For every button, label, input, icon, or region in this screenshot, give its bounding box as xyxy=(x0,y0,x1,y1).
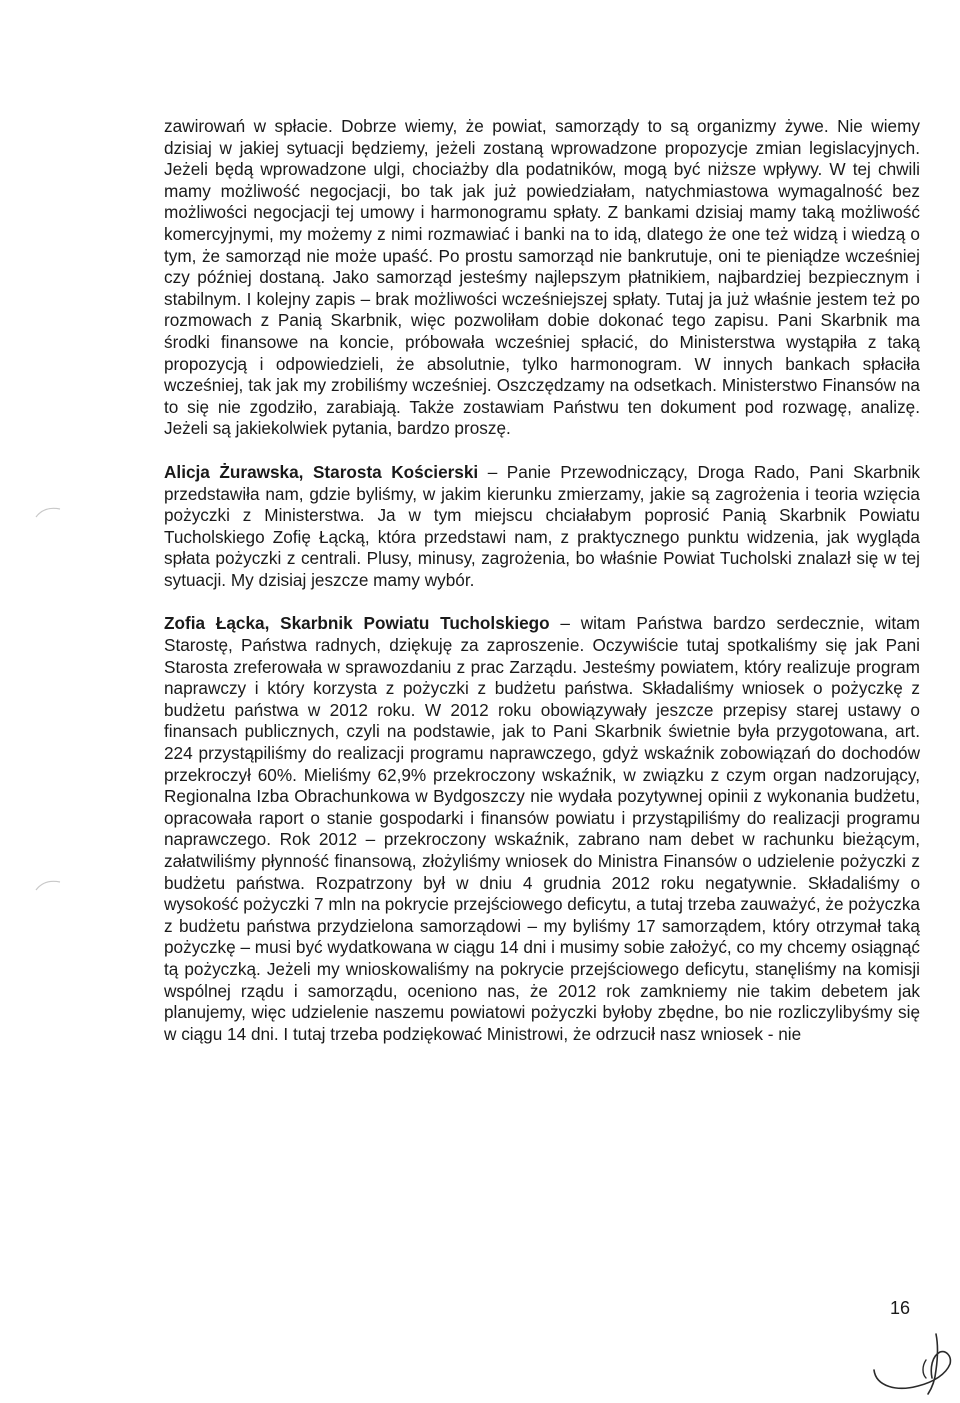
page-number: 16 xyxy=(890,1298,911,1318)
margin-mark xyxy=(34,878,64,892)
speaker-name: Alicja Żurawska, Starosta Kościerski xyxy=(164,461,479,482)
speaker-name: Zofia Łącka, Skarbnik Powiatu Tucholskiego xyxy=(164,613,550,634)
paragraph-1 xyxy=(164,116,920,440)
paragraph-text: zawirowań w spłacie. Dobrze wiemy, że powiat, samorządy to są organizmy żywe. Nie wiemy dzisiaj w jakiej sytuacji będziemy, jeżeli zostaną wprowadzone propozycje zmian legislacyjnych. Jeżeli będą wprowadzone ulgi, chociażby dla podatników, mogą być niższe wpływy. W tej chwili mamy możliwość negocjacji, bo tak jak już powiedziałam, natychmiastowa wymagalność bez możliwości negocjacji tej umowy i harmonogramu spłaty. Z bankami dzisiaj mamy taką możliwość komercyjnymi, my możemy z nimi rozmawiać i banki na to idą, dlatego że one też widzą i wiedzą o tym, że samorząd nie może upaść. Po prostu samorząd nie bankrutuje, oni te pieniądze wcześniej czy później dostaną. Jako samorząd jesteśmy najlepszym płatnikiem, najbardziej bezpiecznym i stabilnym. I kolejny zapis – brak możliwości wcześniejszej spłaty. Tutaj ja już właśnie jestem też po rozmowach z Panią Skarbnik, więc pozwoliłam dobie dokonać tego zapisu. Pani Skarbnik ma środki finansowe na koncie, próbowała wcześniej spłacić, do Ministerstwa wystąpiła z taką propozycją i odpowiedzieli, że absolutnie, tylko harmonogram. W innych bankach spłaciła wcześniej, tak jak my zrobiliśmy wcześniej. Oszczędzamy na odsetkach. Ministerstwo Finansów na to się nie zgodziło, zarabiają. Także zostawiam Państwu ten dokument pod rozwagę, analizę. Jeżeli są jakiekolwiek pytania, bardzo proszę. xyxy=(164,116,920,439)
handwritten-signature xyxy=(866,1330,956,1398)
paragraph-text: – witam Państwa bardzo serdecznie, witam Starostę, Państwa radnych, dziękuję za zaproszenie. Oczywiście tutaj spotkaliśmy się jak Pani Starosta zreferowała w sprawozdaniu z prac Zarządu. Jesteśmy powiatem, który realizuje program naprawczy i który korzysta z pożyczki z budżetu państwa. Składaliśmy wniosek o pożyczkę z budżetu państwa w 2012 roku. W 2012 roku obowiązywały jeszcze przepisy starej ustawy o finansach publicznych, czyli na podstawie, jak to Pani Skarbnik świetnie była przygotowana, art. 224 przystąpiliśmy do realizacji programu naprawczego, gdyż wskaźnik zobowiązań do dochodów przekroczył 60%. Mieliśmy 62,9% przekroczony wskaźnik, w związku z czym organ nadzorujący, Regionalna Izba Obrachunkowa w Bydgoszczy nie wydała pozytywnej opinii z wykonania budżetu, opracowała raport o stanie gospodarki i finansów powiatu i przystąpiliśmy do realizacji programu naprawczego. Rok 2012 – przekroczony wskaźnik, zabrano nam debet w rachunku bieżącym, załatwiliśmy płynność finansową, złożyliśmy wniosek do Ministra Finansów o udzielenie pożyczki z budżetu państwa. Rozpatrzony był w dniu 4 grudnia 2012 roku negatywnie. Składaliśmy o wysokość pożyczki 7 mln na pokrycie przejściowego deficytu, a tutaj trzeba zauważyć, że pożyczka z budżetu państwa przydzielona samorządowi – my byliśmy 17 samorządem, który otrzymał taką pożyczkę – musi być wydatkowana w ciągu 14 dni i musimy sobie założyć, co my chcemy osiągnąć tą pożyczką. Jeżeli my wnioskowaliśmy na pokrycie przejściowego deficytu, stanęliśmy na komisji wspólnej rządu i samorządu, oceniono nas, że 2012 rok zamkniemy nie takim debetem jak planujemy, więc udzielenie naszemu powiatowi pożyczki byłoby zbędne, bo nie rozliczylibyśmy się w ciągu 14 dni. I tutaj trzeba podziękować Ministrowi, że odrzucił nasz wniosek - nie xyxy=(164,613,920,1044)
paragraph-2 xyxy=(164,462,920,592)
margin-mark xyxy=(34,505,64,519)
document-body xyxy=(164,116,920,1045)
paragraph-3 xyxy=(164,613,920,1045)
paragraph-text: – Panie Przewodniczący, Droga Rado, Pani Skarbnik przedstawiła nam, gdzie byliśmy, w jakim kierunku zmierzamy, jakie są zagrożenia i teoria wzięcia pożyczki z Ministerstwa. Ja w tym miejscu chciałabym poprosić Panią Skarbnik Powiatu Tucholskiego Zofię Łącką, która przedstawi nam, z praktycznego punktu widzenia, jak wygląda spłata pożyczki z centrali. Plusy, minusy, zagrożenia, bo właśnie Powiat Tucholski znalazł się w tej sytuacji. My dzisiaj jeszcze mamy wybór. xyxy=(164,461,920,590)
